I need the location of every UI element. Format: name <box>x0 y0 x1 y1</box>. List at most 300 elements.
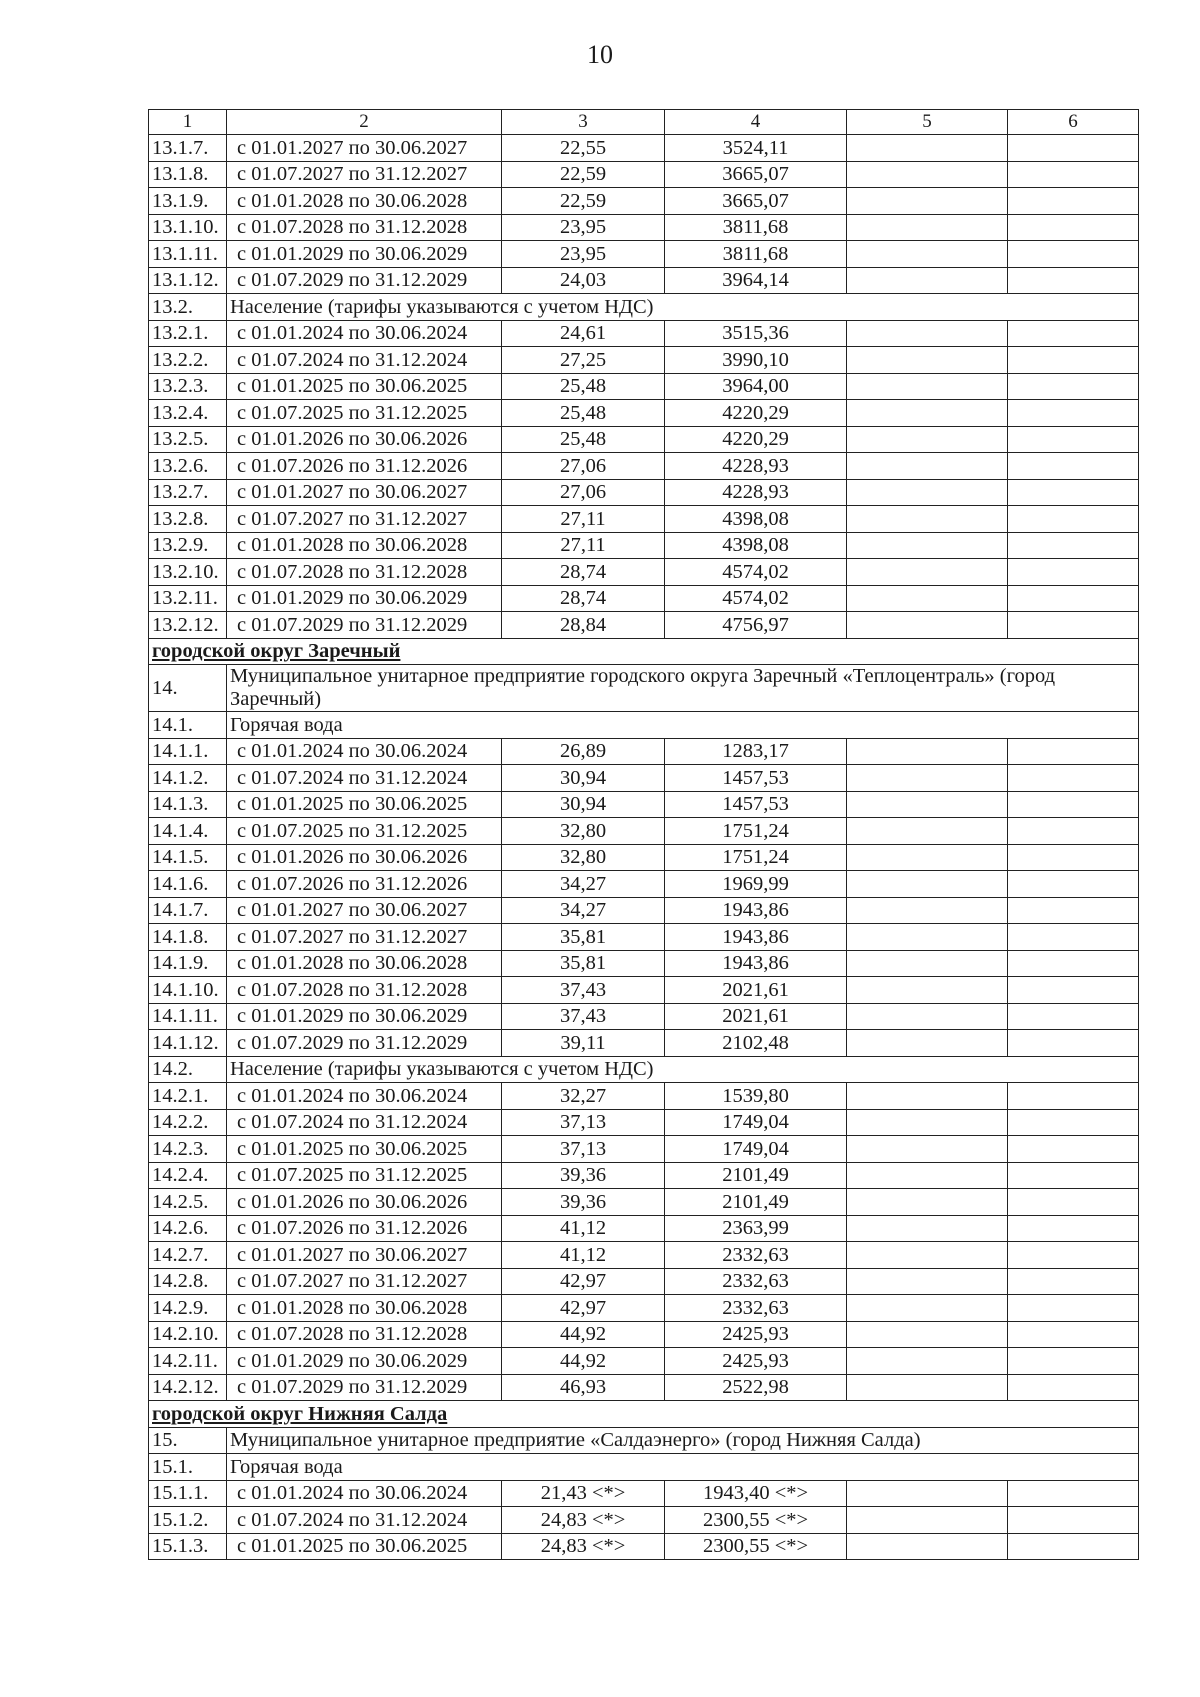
table-row <box>149 1162 1139 1189</box>
period-cell: с 01.01.2026 по 30.06.2026 <box>227 1189 502 1216</box>
table-row <box>149 479 1139 506</box>
period-cell: с 01.07.2025 по 31.12.2025 <box>227 818 502 845</box>
empty-cell-5 <box>847 559 1008 586</box>
period-cell: с 01.01.2027 по 30.06.2027 <box>227 897 502 924</box>
table-row <box>149 267 1139 294</box>
value-cell-4: 3665,07 <box>665 161 847 188</box>
row-number: 15.1. <box>149 1454 227 1481</box>
empty-cell-5 <box>847 1136 1008 1163</box>
value-cell-3: 25,48 <box>502 426 665 453</box>
period-cell: с 01.01.2028 по 30.06.2028 <box>227 532 502 559</box>
empty-cell-6 <box>1008 267 1139 294</box>
period-cell: с 01.07.2024 по 31.12.2024 <box>227 1109 502 1136</box>
empty-cell-5 <box>847 765 1008 792</box>
row-number: 14. <box>149 665 227 712</box>
empty-cell-6 <box>1008 950 1139 977</box>
value-cell-4: 3811,68 <box>665 214 847 241</box>
empty-cell-5 <box>847 267 1008 294</box>
empty-cell-6 <box>1008 1030 1139 1057</box>
value-cell-3: 35,81 <box>502 950 665 977</box>
row-number: 13.2.11. <box>149 585 227 612</box>
group-row <box>149 294 1139 321</box>
empty-cell-6 <box>1008 479 1139 506</box>
period-cell: с 01.07.2024 по 31.12.2024 <box>227 765 502 792</box>
value-cell-4: 4398,08 <box>665 532 847 559</box>
empty-cell-6 <box>1008 400 1139 427</box>
table-row <box>149 1533 1139 1560</box>
row-number: 13.2.5. <box>149 426 227 453</box>
empty-cell-5 <box>847 1348 1008 1375</box>
table-row <box>149 1215 1139 1242</box>
table-row <box>149 1295 1139 1322</box>
empty-cell-6 <box>1008 161 1139 188</box>
row-number: 14.2. <box>149 1056 227 1083</box>
empty-cell-5 <box>847 1189 1008 1216</box>
value-cell-4: 4220,29 <box>665 426 847 453</box>
empty-cell-5 <box>847 347 1008 374</box>
value-cell-4: 3515,36 <box>665 320 847 347</box>
value-cell-3: 37,43 <box>502 977 665 1004</box>
value-cell-4: 1749,04 <box>665 1109 847 1136</box>
empty-cell-5 <box>847 188 1008 215</box>
value-cell-4: 4228,93 <box>665 453 847 480</box>
period-cell: с 01.01.2026 по 30.06.2026 <box>227 426 502 453</box>
value-cell-4: 3990,10 <box>665 347 847 374</box>
value-cell-4: 1283,17 <box>665 738 847 765</box>
value-cell-4: 1943,86 <box>665 924 847 951</box>
empty-cell-5 <box>847 612 1008 639</box>
row-number: 14.2.1. <box>149 1083 227 1110</box>
row-number: 14.2.6. <box>149 1215 227 1242</box>
empty-cell-6 <box>1008 320 1139 347</box>
empty-cell-5 <box>847 161 1008 188</box>
value-cell-3: 28,74 <box>502 559 665 586</box>
value-cell-4: 1943,86 <box>665 897 847 924</box>
value-cell-3: 21,43 <*> <box>502 1480 665 1507</box>
empty-cell-5 <box>847 844 1008 871</box>
value-cell-3: 41,12 <box>502 1242 665 1269</box>
empty-cell-6 <box>1008 1480 1139 1507</box>
empty-cell-6 <box>1008 1533 1139 1560</box>
period-cell: с 01.07.2026 по 31.12.2026 <box>227 453 502 480</box>
row-number: 13.2.8. <box>149 506 227 533</box>
row-number: 13.2.12. <box>149 612 227 639</box>
value-cell-3: 32,27 <box>502 1083 665 1110</box>
value-cell-3: 27,25 <box>502 347 665 374</box>
value-cell-3: 22,59 <box>502 161 665 188</box>
empty-cell-5 <box>847 1083 1008 1110</box>
empty-cell-6 <box>1008 977 1139 1004</box>
empty-cell-6 <box>1008 188 1139 215</box>
empty-cell-6 <box>1008 373 1139 400</box>
value-cell-4: 1969,99 <box>665 871 847 898</box>
value-cell-4: 1539,80 <box>665 1083 847 1110</box>
row-number: 14.2.3. <box>149 1136 227 1163</box>
value-cell-4: 3524,11 <box>665 135 847 162</box>
period-cell: с 01.01.2025 по 30.06.2025 <box>227 1533 502 1560</box>
period-cell: с 01.07.2024 по 31.12.2024 <box>227 347 502 374</box>
empty-cell-5 <box>847 1374 1008 1401</box>
empty-cell-6 <box>1008 844 1139 871</box>
empty-cell-5 <box>847 871 1008 898</box>
value-cell-3: 39,36 <box>502 1162 665 1189</box>
period-cell: с 01.07.2029 по 31.12.2029 <box>227 1030 502 1057</box>
empty-cell-5 <box>847 1507 1008 1534</box>
empty-cell-6 <box>1008 532 1139 559</box>
value-cell-3: 30,94 <box>502 791 665 818</box>
row-number: 14.1.8. <box>149 924 227 951</box>
empty-cell-6 <box>1008 818 1139 845</box>
row-number: 14.1.4. <box>149 818 227 845</box>
organization-label: Муниципальное унитарное предприятие «Салдаэнерго» (город Нижняя Салда) <box>227 1427 1139 1454</box>
row-number: 14.2.2. <box>149 1109 227 1136</box>
value-cell-3: 37,43 <box>502 1003 665 1030</box>
column-header: 3 <box>502 110 665 135</box>
table-row <box>149 612 1139 639</box>
period-cell: с 01.01.2027 по 30.06.2027 <box>227 479 502 506</box>
value-cell-4: 2425,93 <box>665 1348 847 1375</box>
group-label: Горячая вода <box>227 1454 1139 1481</box>
table-row <box>149 765 1139 792</box>
table-row <box>149 1348 1139 1375</box>
value-cell-4: 2363,99 <box>665 1215 847 1242</box>
group-label: Население (тарифы указываются с учетом НДС) <box>227 294 1139 321</box>
empty-cell-6 <box>1008 1268 1139 1295</box>
empty-cell-6 <box>1008 1348 1139 1375</box>
table-row <box>149 1189 1139 1216</box>
value-cell-3: 39,11 <box>502 1030 665 1057</box>
organization-row <box>149 665 1139 712</box>
table-row <box>149 1030 1139 1057</box>
table-row <box>149 585 1139 612</box>
empty-cell-6 <box>1008 1321 1139 1348</box>
period-cell: с 01.07.2028 по 31.12.2028 <box>227 977 502 1004</box>
group-row <box>149 712 1139 739</box>
empty-cell-6 <box>1008 612 1139 639</box>
row-number: 14.1. <box>149 712 227 739</box>
empty-cell-5 <box>847 1321 1008 1348</box>
empty-cell-6 <box>1008 871 1139 898</box>
value-cell-4: 2101,49 <box>665 1189 847 1216</box>
period-cell: с 01.07.2028 по 31.12.2028 <box>227 559 502 586</box>
empty-cell-6 <box>1008 738 1139 765</box>
empty-cell-5 <box>847 1480 1008 1507</box>
value-cell-3: 32,80 <box>502 844 665 871</box>
group-row <box>149 1454 1139 1481</box>
empty-cell-5 <box>847 532 1008 559</box>
value-cell-3: 34,27 <box>502 897 665 924</box>
table-row <box>149 400 1139 427</box>
table-row <box>149 1003 1139 1030</box>
table-row <box>149 1242 1139 1269</box>
value-cell-4: 3964,00 <box>665 373 847 400</box>
row-number: 14.2.10. <box>149 1321 227 1348</box>
column-header: 1 <box>149 110 227 135</box>
table-row <box>149 924 1139 951</box>
empty-cell-6 <box>1008 791 1139 818</box>
row-number: 14.1.1. <box>149 738 227 765</box>
row-number: 13.1.12. <box>149 267 227 294</box>
table-row <box>149 506 1139 533</box>
row-number: 14.1.11. <box>149 1003 227 1030</box>
value-cell-4: 1943,86 <box>665 950 847 977</box>
empty-cell-5 <box>847 214 1008 241</box>
period-cell: с 01.07.2026 по 31.12.2026 <box>227 1215 502 1242</box>
table-row <box>149 1109 1139 1136</box>
value-cell-4: 1751,24 <box>665 818 847 845</box>
period-cell: с 01.01.2028 по 30.06.2028 <box>227 188 502 215</box>
value-cell-3: 37,13 <box>502 1136 665 1163</box>
value-cell-3: 27,06 <box>502 453 665 480</box>
value-cell-3: 44,92 <box>502 1348 665 1375</box>
empty-cell-5 <box>847 818 1008 845</box>
table-row <box>149 1507 1139 1534</box>
period-cell: с 01.07.2029 по 31.12.2029 <box>227 612 502 639</box>
empty-cell-5 <box>847 1162 1008 1189</box>
value-cell-4: 1457,53 <box>665 791 847 818</box>
value-cell-4: 1749,04 <box>665 1136 847 1163</box>
empty-cell-5 <box>847 1295 1008 1322</box>
empty-cell-5 <box>847 977 1008 1004</box>
column-header: 6 <box>1008 110 1139 135</box>
row-number: 14.2.8. <box>149 1268 227 1295</box>
section-row <box>149 638 1139 665</box>
empty-cell-5 <box>847 791 1008 818</box>
row-number: 13.2.9. <box>149 532 227 559</box>
value-cell-3: 25,48 <box>502 400 665 427</box>
table-row <box>149 791 1139 818</box>
empty-cell-5 <box>847 1030 1008 1057</box>
empty-cell-6 <box>1008 585 1139 612</box>
empty-cell-6 <box>1008 347 1139 374</box>
row-number: 14.1.3. <box>149 791 227 818</box>
period-cell: с 01.01.2024 по 30.06.2024 <box>227 1083 502 1110</box>
value-cell-3: 34,27 <box>502 871 665 898</box>
empty-cell-6 <box>1008 1083 1139 1110</box>
row-number: 13.2.10. <box>149 559 227 586</box>
period-cell: с 01.07.2027 по 31.12.2027 <box>227 924 502 951</box>
group-label: Население (тарифы указываются с учетом НДС) <box>227 1056 1139 1083</box>
empty-cell-6 <box>1008 559 1139 586</box>
value-cell-3: 24,03 <box>502 267 665 294</box>
table-row <box>149 241 1139 268</box>
table-row <box>149 347 1139 374</box>
value-cell-3: 44,92 <box>502 1321 665 1348</box>
column-header-row <box>149 110 1139 135</box>
value-cell-4: 4228,93 <box>665 479 847 506</box>
value-cell-4: 1751,24 <box>665 844 847 871</box>
table-row <box>149 453 1139 480</box>
value-cell-3: 26,89 <box>502 738 665 765</box>
row-number: 14.2.5. <box>149 1189 227 1216</box>
value-cell-3: 39,36 <box>502 1189 665 1216</box>
value-cell-3: 24,83 <*> <box>502 1533 665 1560</box>
row-number: 13.1.11. <box>149 241 227 268</box>
section-title: городской округ Заречный <box>149 638 1139 665</box>
table-row <box>149 1374 1139 1401</box>
row-number: 14.1.2. <box>149 765 227 792</box>
empty-cell-5 <box>847 585 1008 612</box>
table-row <box>149 1321 1139 1348</box>
row-number: 13.1.9. <box>149 188 227 215</box>
value-cell-3: 24,83 <*> <box>502 1507 665 1534</box>
row-number: 13.2.4. <box>149 400 227 427</box>
empty-cell-6 <box>1008 924 1139 951</box>
empty-cell-5 <box>847 1215 1008 1242</box>
page-number: 10 <box>587 40 613 69</box>
period-cell: с 01.01.2029 по 30.06.2029 <box>227 1003 502 1030</box>
row-number: 14.1.9. <box>149 950 227 977</box>
value-cell-3: 27,11 <box>502 532 665 559</box>
table-row <box>149 897 1139 924</box>
column-header: 2 <box>227 110 502 135</box>
period-cell: с 01.01.2024 по 30.06.2024 <box>227 1480 502 1507</box>
value-cell-4: 4756,97 <box>665 612 847 639</box>
empty-cell-6 <box>1008 897 1139 924</box>
value-cell-4: 4220,29 <box>665 400 847 427</box>
period-cell: с 01.01.2029 по 30.06.2029 <box>227 1348 502 1375</box>
period-cell: с 01.01.2028 по 30.06.2028 <box>227 1295 502 1322</box>
empty-cell-5 <box>847 1109 1008 1136</box>
group-row <box>149 1056 1139 1083</box>
row-number: 14.1.12. <box>149 1030 227 1057</box>
row-number: 13.1.8. <box>149 161 227 188</box>
value-cell-3: 25,48 <box>502 373 665 400</box>
row-number: 13.2.1. <box>149 320 227 347</box>
table-row <box>149 532 1139 559</box>
value-cell-4: 2300,55 <*> <box>665 1507 847 1534</box>
value-cell-4: 4574,02 <box>665 585 847 612</box>
table-row <box>149 373 1139 400</box>
empty-cell-6 <box>1008 1507 1139 1534</box>
value-cell-4: 4398,08 <box>665 506 847 533</box>
table-row <box>149 1083 1139 1110</box>
table-row <box>149 1268 1139 1295</box>
period-cell: с 01.01.2024 по 30.06.2024 <box>227 738 502 765</box>
empty-cell-5 <box>847 1533 1008 1560</box>
row-number: 14.1.5. <box>149 844 227 871</box>
table-row <box>149 818 1139 845</box>
period-cell: с 01.07.2027 по 31.12.2027 <box>227 161 502 188</box>
row-number: 15. <box>149 1427 227 1454</box>
value-cell-4: 3964,14 <box>665 267 847 294</box>
value-cell-4: 2425,93 <box>665 1321 847 1348</box>
period-cell: с 01.07.2029 по 31.12.2029 <box>227 1374 502 1401</box>
row-number: 15.1.2. <box>149 1507 227 1534</box>
empty-cell-6 <box>1008 214 1139 241</box>
table-row <box>149 1136 1139 1163</box>
period-cell: с 01.01.2025 по 30.06.2025 <box>227 1136 502 1163</box>
period-cell: с 01.01.2027 по 30.06.2027 <box>227 1242 502 1269</box>
empty-cell-5 <box>847 897 1008 924</box>
period-cell: с 01.07.2028 по 31.12.2028 <box>227 1321 502 1348</box>
section-title: городской округ Нижняя Салда <box>149 1401 1139 1428</box>
value-cell-4: 2102,48 <box>665 1030 847 1057</box>
period-cell: с 01.07.2025 по 31.12.2025 <box>227 400 502 427</box>
period-cell: с 01.07.2028 по 31.12.2028 <box>227 214 502 241</box>
value-cell-4: 2021,61 <box>665 1003 847 1030</box>
organization-row <box>149 1427 1139 1454</box>
table-row <box>149 426 1139 453</box>
empty-cell-6 <box>1008 453 1139 480</box>
value-cell-3: 22,55 <box>502 135 665 162</box>
empty-cell-6 <box>1008 1215 1139 1242</box>
empty-cell-5 <box>847 950 1008 977</box>
empty-cell-5 <box>847 400 1008 427</box>
organization-label: Муниципальное унитарное предприятие городского округа Заречный «Теплоцентраль» (город Заречный) <box>227 665 1139 712</box>
column-header: 5 <box>847 110 1008 135</box>
period-cell: с 01.07.2027 по 31.12.2027 <box>227 506 502 533</box>
period-cell: с 01.07.2025 по 31.12.2025 <box>227 1162 502 1189</box>
empty-cell-6 <box>1008 1242 1139 1269</box>
value-cell-4: 1457,53 <box>665 765 847 792</box>
table-row <box>149 738 1139 765</box>
empty-cell-5 <box>847 453 1008 480</box>
empty-cell-6 <box>1008 1189 1139 1216</box>
period-cell: с 01.01.2027 по 30.06.2027 <box>227 135 502 162</box>
empty-cell-5 <box>847 1242 1008 1269</box>
table-row <box>149 161 1139 188</box>
value-cell-4: 2522,98 <box>665 1374 847 1401</box>
value-cell-3: 32,80 <box>502 818 665 845</box>
row-number: 15.1.1. <box>149 1480 227 1507</box>
value-cell-3: 23,95 <box>502 214 665 241</box>
value-cell-3: 28,74 <box>502 585 665 612</box>
period-cell: с 01.01.2024 по 30.06.2024 <box>227 320 502 347</box>
table-row <box>149 135 1139 162</box>
table-row <box>149 188 1139 215</box>
empty-cell-6 <box>1008 1136 1139 1163</box>
value-cell-4: 2101,49 <box>665 1162 847 1189</box>
row-number: 13.2. <box>149 294 227 321</box>
value-cell-3: 27,11 <box>502 506 665 533</box>
row-number: 13.1.7. <box>149 135 227 162</box>
empty-cell-5 <box>847 479 1008 506</box>
row-number: 13.2.6. <box>149 453 227 480</box>
period-cell: с 01.01.2029 по 30.06.2029 <box>227 585 502 612</box>
empty-cell-6 <box>1008 1295 1139 1322</box>
value-cell-3: 23,95 <box>502 241 665 268</box>
value-cell-4: 3665,07 <box>665 188 847 215</box>
row-number: 13.2.7. <box>149 479 227 506</box>
empty-cell-6 <box>1008 506 1139 533</box>
row-number: 13.2.3. <box>149 373 227 400</box>
table-row <box>149 320 1139 347</box>
empty-cell-5 <box>847 241 1008 268</box>
period-cell: с 01.01.2025 по 30.06.2025 <box>227 791 502 818</box>
section-row <box>149 1401 1139 1428</box>
value-cell-4: 2300,55 <*> <box>665 1533 847 1560</box>
value-cell-3: 41,12 <box>502 1215 665 1242</box>
empty-cell-5 <box>847 320 1008 347</box>
value-cell-4: 2021,61 <box>665 977 847 1004</box>
table-row <box>149 1480 1139 1507</box>
period-cell: с 01.01.2029 по 30.06.2029 <box>227 241 502 268</box>
value-cell-4: 1943,40 <*> <box>665 1480 847 1507</box>
empty-cell-6 <box>1008 1162 1139 1189</box>
row-number: 14.1.7. <box>149 897 227 924</box>
row-number: 15.1.3. <box>149 1533 227 1560</box>
period-cell: с 01.01.2028 по 30.06.2028 <box>227 950 502 977</box>
row-number: 14.2.4. <box>149 1162 227 1189</box>
empty-cell-5 <box>847 1003 1008 1030</box>
row-number: 14.1.6. <box>149 871 227 898</box>
table-row <box>149 950 1139 977</box>
row-number: 14.2.9. <box>149 1295 227 1322</box>
empty-cell-5 <box>847 506 1008 533</box>
row-number: 14.2.12. <box>149 1374 227 1401</box>
empty-cell-5 <box>847 373 1008 400</box>
